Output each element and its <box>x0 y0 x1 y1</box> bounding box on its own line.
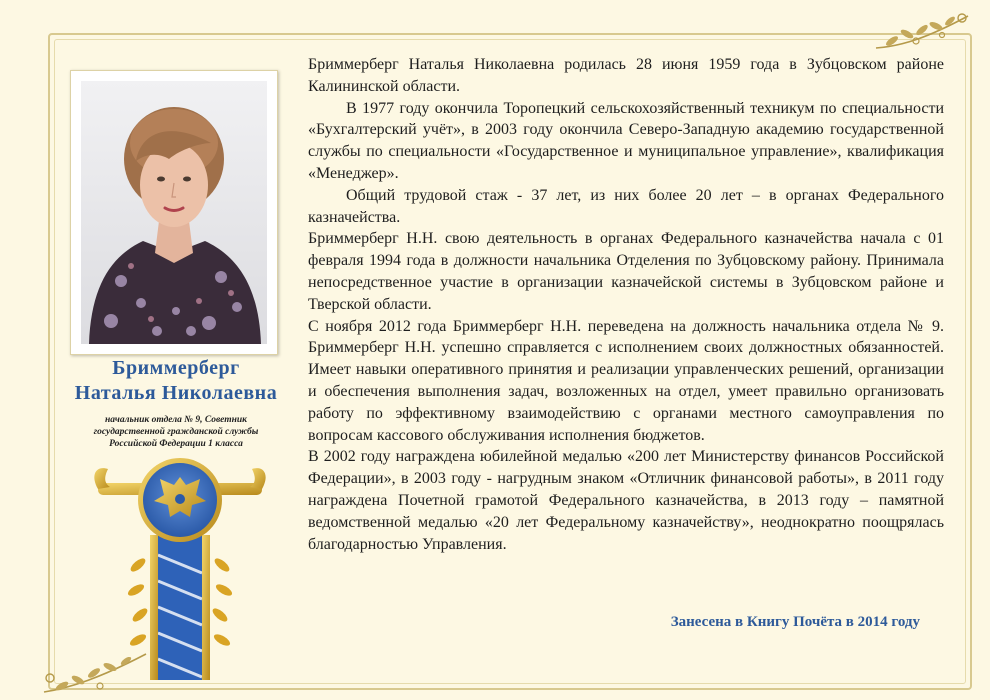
treasury-emblem-icon <box>90 455 270 680</box>
bio-paragraph: Общий трудовой стаж - 37 лет, из них более 20 лет – в органах Федерального казначейства. <box>308 186 944 226</box>
bio-paragraph: Бриммерберг Н.Н. свою деятельность в органах Федерального казначейства начала с 01 февраля 1994 года в должности начальника Отделения по Зубцовскому району. Принимала непосредственное участие в организации казначейской системы в Зубцовском районе и Тверской области. <box>308 230 944 313</box>
portrait-photo <box>81 81 267 344</box>
portrait-frame <box>70 70 278 355</box>
bio-paragraph: В 1977 году окончила Торопецкий сельскохозяйственный техникум по специальности «Бухгалтерский учёт», в 2003 году окончила Северо-Западную академию государственной службы по специальности «Государственное и муниципальное управление», квалификация «Менеджер». <box>308 99 944 182</box>
honor-book-note: Занесена в Книгу Почёта в 2014 году <box>670 614 920 630</box>
floral-ornament-icon <box>872 8 972 56</box>
bio-paragraph: С ноября 2012 года Бриммерберг Н.Н. переведена на должность начальника отдела № 9. Бриммерберг Н.Н. успешно справляется с исполнением своих должностных обязанностей. Имеет навыки оперативного принятия и реализации управленческих решений, организации и обеспечения выполнения задач, возложенных на отдел, умеет правильно организовать работу по эффективному взаимодействию с органами местного самоуправления по вопросам кассового обслуживания исполнения бюджетов. <box>308 317 944 444</box>
person-name-block <box>62 356 290 450</box>
person-position: начальник отдела № 9, Советник государственной гражданской службы Российской Федерации 1 класса <box>93 415 259 449</box>
bio-paragraph: Бриммерберг Наталья Николаевна родилась 28 июня 1959 года в Зубцовском районе Калининской области. <box>308 56 944 95</box>
person-given-names: Наталья Николаевна <box>74 382 278 404</box>
person-surname: Бриммерберг <box>112 357 240 379</box>
biography-text <box>308 54 944 555</box>
bio-paragraph: В 2002 году награждена юбилейной медалью «200 лет Министерству финансов Российской Федерации», в 2003 году - нагрудным знаком «Отличник финансовой работы», в 2011 году награждена Почетной грамотой Федерального казначейства, в 2013 году – памятной ведомственной медалью «20 лет Федеральному казначейству», неоднократно поощрялась благодарностью Управления. <box>308 448 944 553</box>
